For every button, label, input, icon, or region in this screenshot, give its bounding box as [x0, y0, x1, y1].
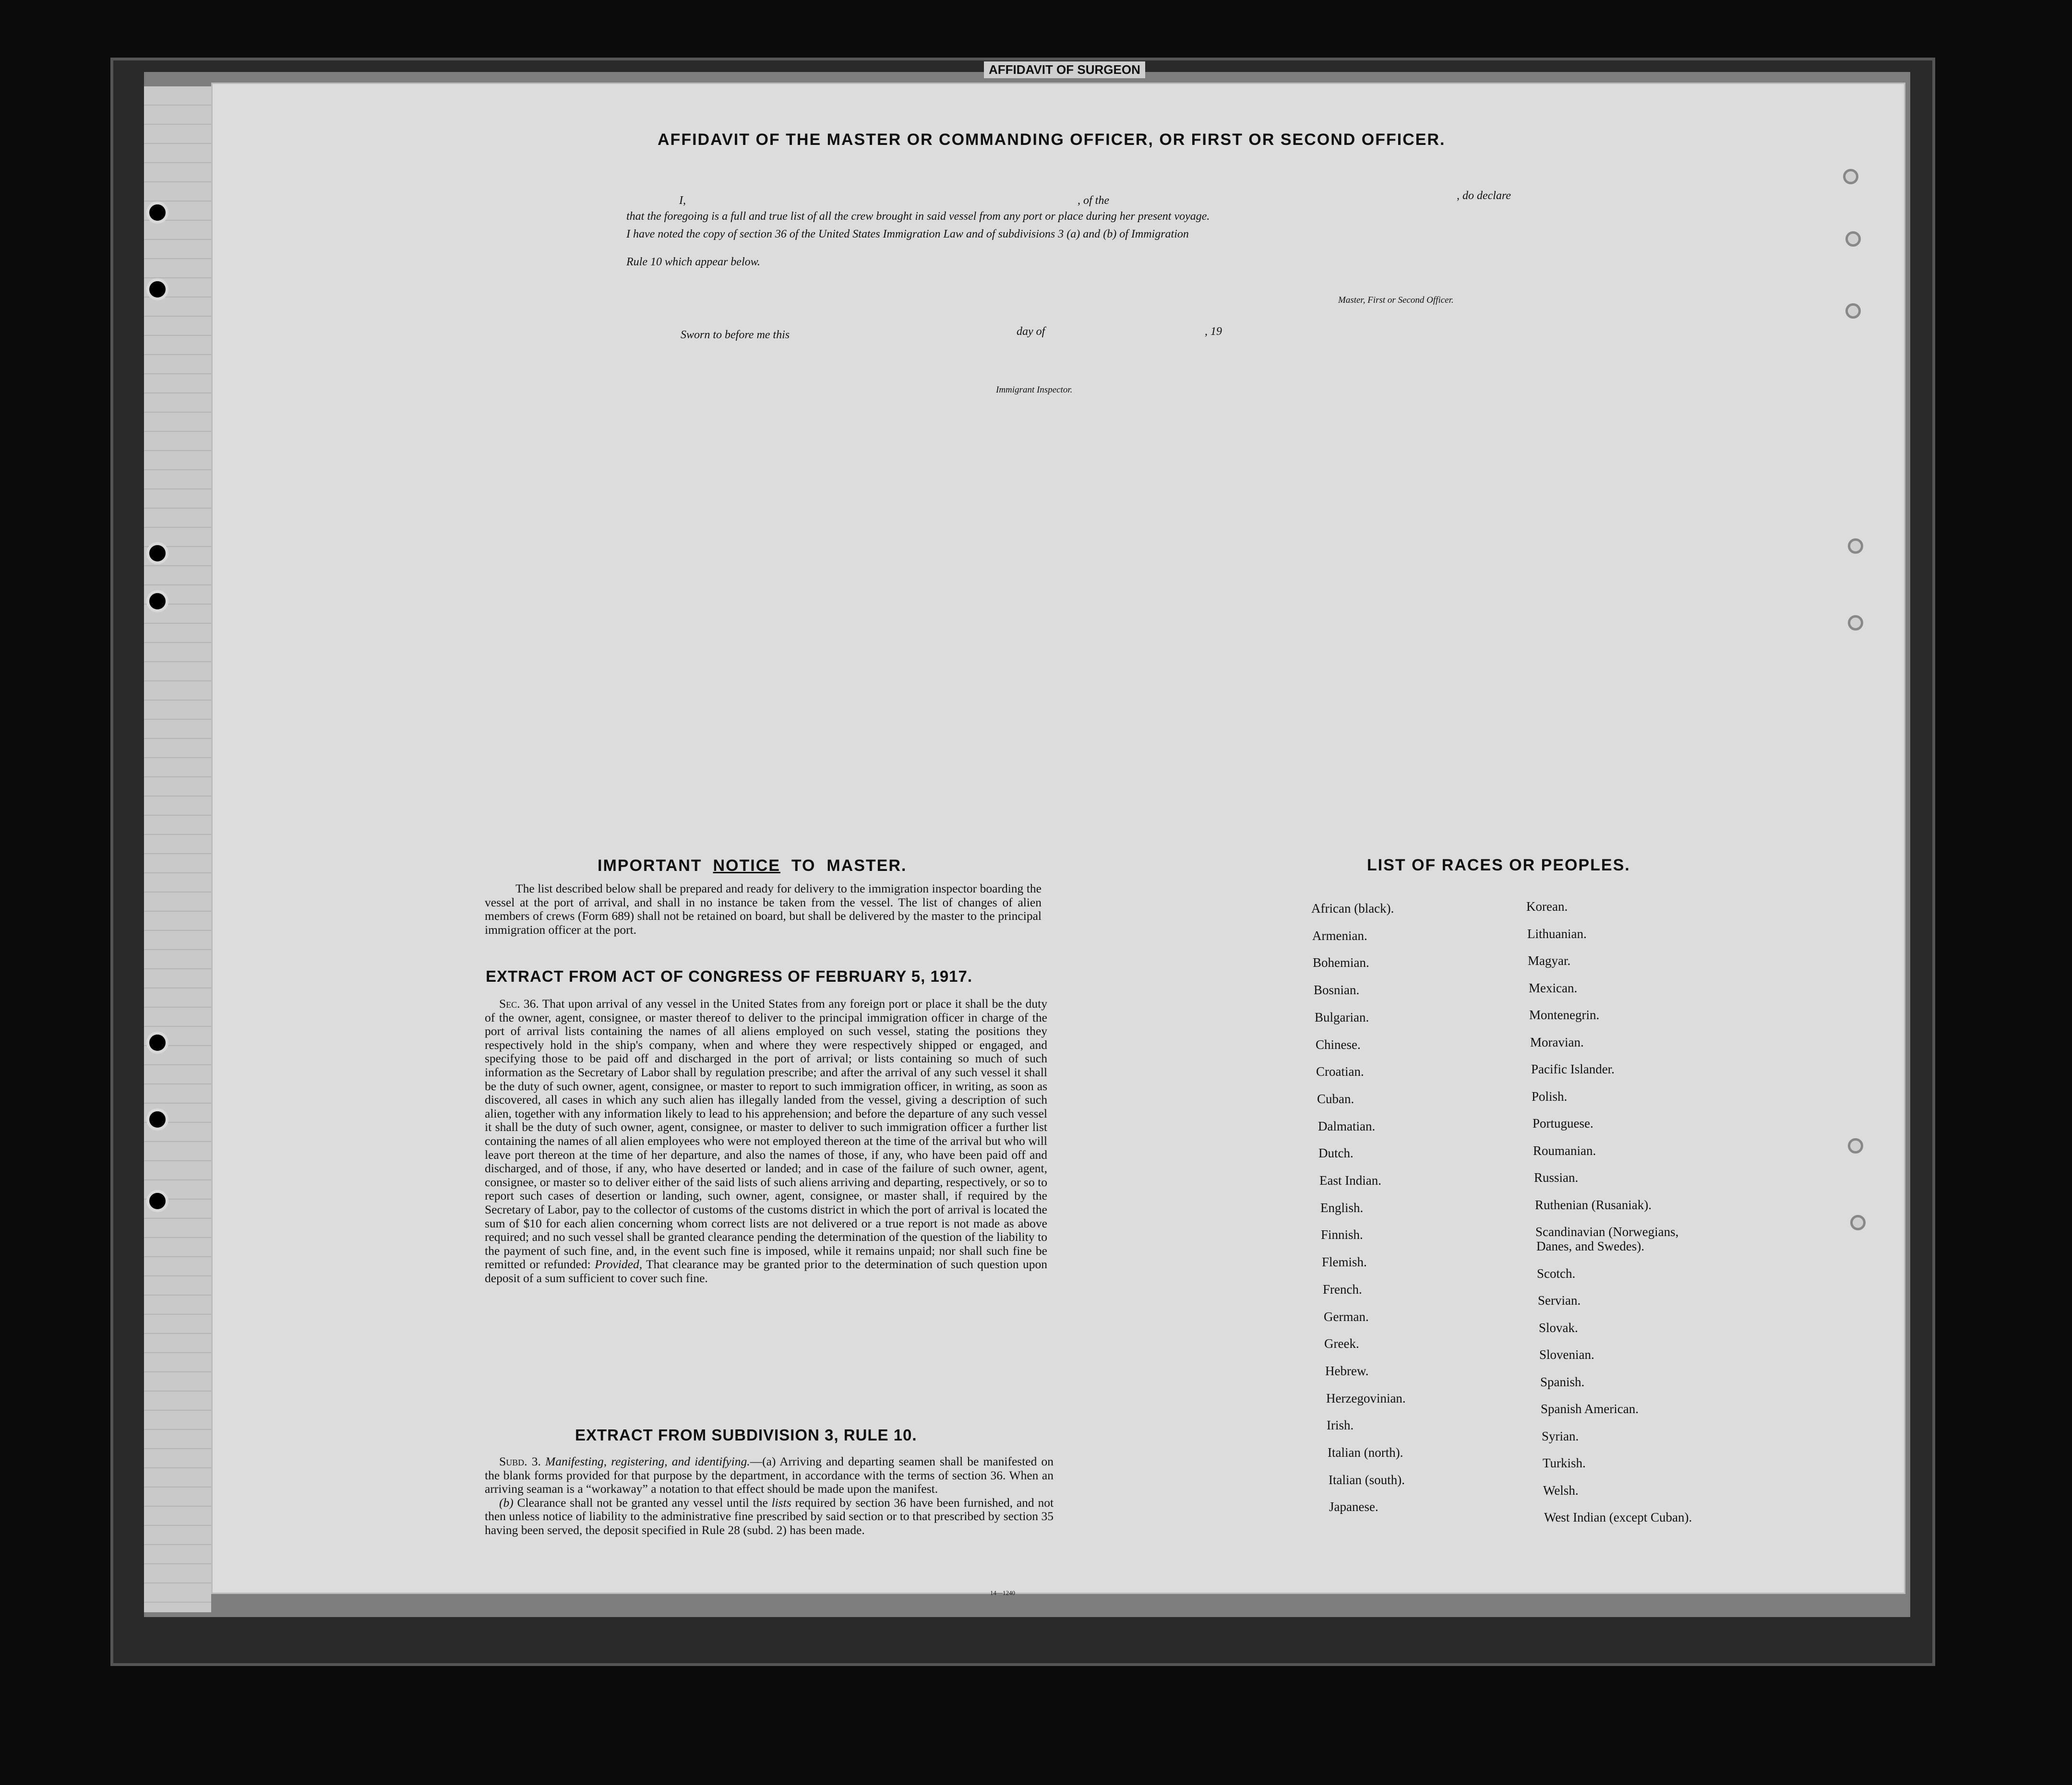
extract-congress-title: EXTRACT FROM ACT OF CONGRESS OF FEBRUARY 5, 1917.	[486, 967, 973, 985]
race-item: Japanese.	[1329, 1499, 1378, 1514]
subdivision-3-text: Subd. 3. Manifesting, registering, and identifying.—(a) Arriving and departing seamen shall be manifested on the blank forms provided for that purpose by the department, in accordance with the terms of section 36. When an arriving seaman is a “workaway” a notation to that effect should be made upon the manifest. (b) Clearance shall not be granted any vessel until the lists required by section 36 have been furnished, and not then unless notice of liability to the administrative fine prescribed by said section or to that prescribed by section 35 having been served, the deposit specified in Rule 28 (subd. 2) has been made.	[485, 1454, 1054, 1537]
affidavit-of-the: , of the	[1078, 194, 1109, 207]
race-item: Cuban.	[1317, 1091, 1354, 1106]
race-item: Dutch.	[1318, 1146, 1353, 1161]
punch-hole-icon	[1843, 169, 1858, 184]
race-item: Welsh.	[1543, 1483, 1579, 1498]
affidavit-line-4: Rule 10 which appear below.	[626, 256, 760, 268]
affidavit-i: I,	[679, 194, 686, 207]
race-item: Ruthenian (Rusaniak).	[1535, 1197, 1652, 1212]
race-item: Bohemian.	[1313, 955, 1369, 970]
race-item: Slovak.	[1539, 1320, 1578, 1335]
race-item: Portuguese.	[1533, 1116, 1593, 1130]
ledger-strip	[144, 86, 211, 1612]
extract-rule-title: EXTRACT FROM SUBDIVISION 3, RULE 10.	[575, 1426, 917, 1444]
affidavit-line-2: that the foregoing is a full and true list of all the crew brought in said vessel from any port or place during her present voyage.	[626, 210, 1210, 223]
race-item: French.	[1323, 1282, 1362, 1297]
affidavit-do-declare: , do declare	[1457, 190, 1511, 202]
binder-hole-icon	[146, 590, 168, 612]
race-item: Danes, and Swedes).	[1536, 1239, 1644, 1253]
race-item: English.	[1320, 1200, 1364, 1215]
race-item: East Indian.	[1319, 1173, 1381, 1188]
race-item: German.	[1324, 1309, 1369, 1324]
binder-hole-icon	[146, 278, 168, 300]
race-item: Syrian.	[1542, 1428, 1579, 1443]
punch-hole-icon	[1845, 231, 1861, 247]
race-item: Croatian.	[1316, 1064, 1364, 1079]
binder-hole-icon	[146, 202, 168, 224]
race-item: Mexican.	[1529, 980, 1578, 995]
race-item: Greek.	[1324, 1336, 1359, 1351]
race-item: Flemish.	[1322, 1255, 1367, 1270]
form-number: 14—1240	[990, 1589, 1015, 1596]
race-item: Italian (south).	[1329, 1472, 1405, 1487]
document-page	[211, 83, 1905, 1594]
binder-hole-icon	[146, 1190, 168, 1212]
race-item: Russian.	[1534, 1170, 1579, 1185]
race-item: Pacific Islander.	[1531, 1062, 1615, 1076]
sworn-label: Sworn to before me this	[681, 329, 790, 341]
race-item: Polish.	[1532, 1089, 1568, 1104]
binder-hole-icon	[146, 542, 168, 564]
race-item: West Indian (except Cuban).	[1544, 1510, 1692, 1524]
binder-hole-icon	[146, 1032, 168, 1054]
races-title: LIST OF RACES OR PEOPLES.	[1367, 856, 1630, 874]
race-item: Turkish.	[1543, 1456, 1586, 1470]
race-item: African (black).	[1311, 901, 1394, 916]
day-of-label: day of	[1017, 325, 1045, 338]
race-item: Finnish.	[1321, 1227, 1363, 1242]
punch-hole-icon	[1848, 1138, 1863, 1154]
punch-hole-icon	[1850, 1215, 1866, 1230]
race-item: Moravian.	[1530, 1035, 1584, 1049]
race-item: Irish.	[1327, 1418, 1354, 1433]
notice-paragraph: The list described below shall be prepared and ready for delivery to the immigration inspector boarding the vessel at the port of arrival, and shall in no instance be taken from the vessel. The list of changes of alien members of crews (Form 689) shall not be retained on board, but shall be delivered by the master to the principal immigration officer at the port.	[485, 881, 1042, 937]
binder-hole-icon	[146, 1108, 168, 1130]
race-item: Chinese.	[1316, 1037, 1361, 1052]
race-item: Korean.	[1526, 899, 1568, 914]
section-36-text: Sec. 36. That upon arrival of any vessel in the United States from any foreign port or place it shall be the duty of the owner, agent, consignee, or master thereof to deliver to the principal immigration officer in charge of the port of arrival lists containing the names of all aliens employed on such vessel, stating the positions they respectively hold in the ship's company, when and where they were respectively shipped or engaged, and specifying those to be paid off and discharged in the port of arrival; or lists containing so much of such information as the Secretary of Labor shall by regulation prescribe; and after the arrival of any such vessel it shall be the duty of such owner, agent, consignee, or master to report to such immigration officer, in writing, as soon as discovered, all cases in which any such alien has illegally landed from the vessel, giving a description of such alien, together with any information likely to lead to his apprehension; and before the departure of any such vessel it shall be the duty of such owner, agent, consignee, or master to deliver to such immigration officer a further list containing the names of all alien employees who were not employed thereon at the time of the arrival but who will leave port thereon at the time of her departure, and also the names of those, if any, who have been paid off and discharged, and of those, if any, who have deserted or landed; and in case of the failure of such owner, agent, consignee, or master so to deliver either of the said lists of such aliens arriving and departing, respectively, or so to report such cases of desertion or landing, such owner, agent, consignee, or master shall, if required by the Secretary of Labor, pay to the collector of customs of the customs district in which the port of arrival is located the sum of $10 for each alien concerning whom correct lists are not delivered or a true report is not made as above required; and no such vessel shall be granted clearance pending the determination of the question of the liability to the payment of such fine, and, in the event such fine is imposed, while it remains unpaid; nor shall such fine be remitted or refunded: Provided, That clearance may be granted prior to the determination of such question upon deposit of a sum sufficient to cover such fine.	[485, 997, 1048, 1285]
header-tab: AFFIDAVIT OF SURGEON	[984, 61, 1145, 78]
race-item: Scotch.	[1537, 1266, 1576, 1281]
race-item: Herzegovinian.	[1326, 1391, 1406, 1405]
affidavit-title: AFFIDAVIT OF THE MASTER OR COMMANDING OFFICER, OR FIRST OR SECOND OFFICER.	[658, 131, 1446, 149]
race-item: Armenian.	[1312, 928, 1367, 943]
year-label: , 19	[1205, 325, 1222, 338]
punch-hole-icon	[1848, 538, 1863, 554]
punch-hole-icon	[1845, 303, 1861, 319]
race-item: Montenegrin.	[1529, 1008, 1600, 1022]
race-item: Roumanian.	[1533, 1143, 1596, 1158]
race-item: Italian (north).	[1328, 1445, 1403, 1460]
affidavit-line-3: I have noted the copy of section 36 of the United States Immigration Law and of subdivisions 3 (a) and (b) of Immigration	[626, 228, 1189, 240]
inspector-label: Immigrant Inspector.	[996, 385, 1073, 395]
race-item: Bulgarian.	[1315, 1010, 1369, 1024]
race-item: Lithuanian.	[1527, 926, 1587, 941]
master-signature-label: Master, First or Second Officer.	[1338, 295, 1454, 305]
race-item: Servian.	[1538, 1293, 1581, 1308]
race-item: Scandinavian (Norwegians,	[1535, 1225, 1679, 1239]
punch-hole-icon	[1848, 615, 1863, 631]
race-item: Hebrew.	[1325, 1363, 1369, 1378]
race-item: Magyar.	[1528, 953, 1571, 968]
race-item: Bosnian.	[1314, 983, 1360, 998]
race-item: Spanish American.	[1541, 1402, 1639, 1416]
notice-title: IMPORTANT NOTICE TO MASTER.	[598, 857, 907, 875]
race-item: Dalmatian.	[1318, 1119, 1376, 1133]
race-item: Spanish.	[1540, 1374, 1585, 1389]
race-item: Slovenian.	[1539, 1347, 1594, 1362]
